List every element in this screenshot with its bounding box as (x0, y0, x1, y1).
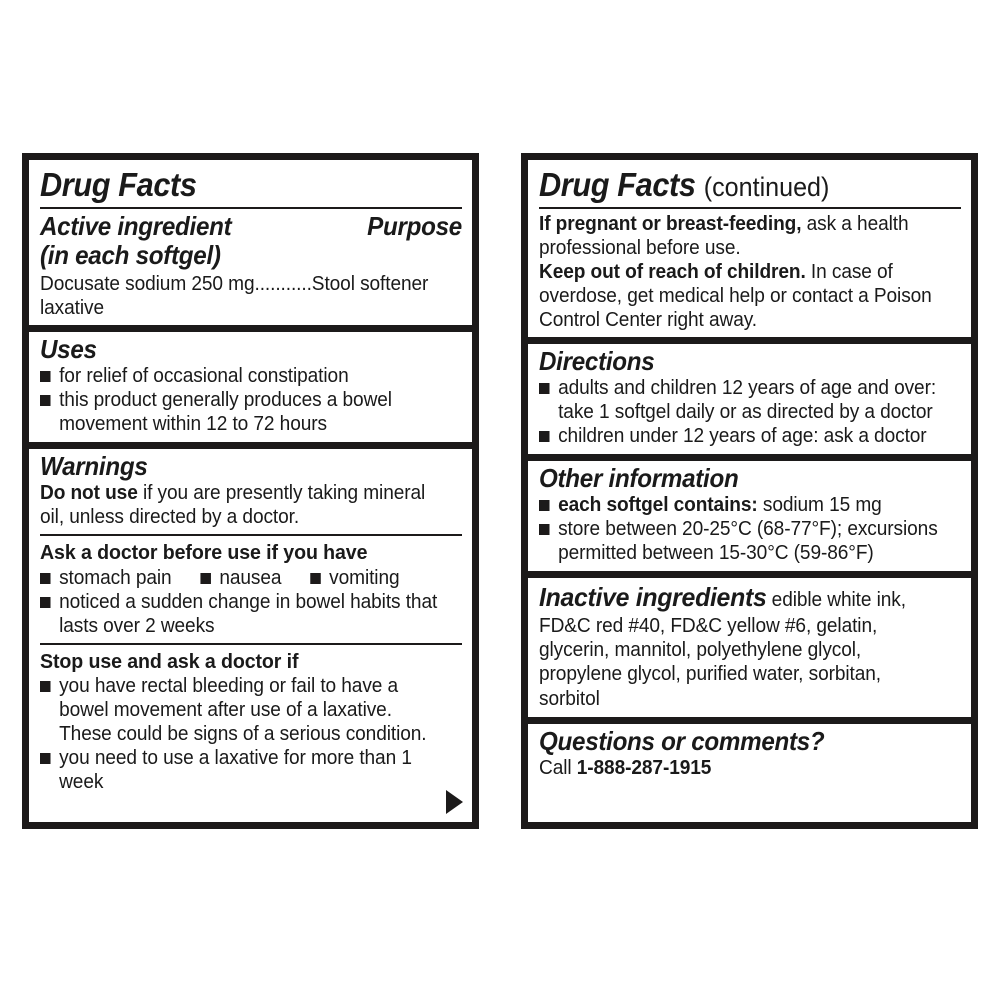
stop-use-heading: Stop use and ask a doctor if (40, 649, 299, 673)
uses-heading: Uses (40, 333, 97, 364)
page-title-suffix: (continued) (703, 172, 830, 202)
list-item: noticed a sudden change in bowel habits that lasts over 2 weeks (40, 590, 443, 638)
inactive-ingredients-heading: Inactive ingredients (539, 581, 767, 612)
children-bold: Keep out of reach of children. (539, 260, 806, 283)
other-information-section (528, 461, 971, 571)
do-not-use-bold: Do not use (40, 482, 138, 505)
children-rest: In case of overdose, get medical help or contact a Poison Control Center right away. (539, 260, 932, 331)
active-ingredient-heading: Active ingredient (40, 210, 232, 241)
questions-heading: Questions or comments? (539, 726, 825, 757)
questions-section (528, 724, 971, 785)
uses-bullet-list (40, 364, 462, 442)
ask-doctor-inline-bullets (40, 566, 443, 590)
active-ingredient-section (29, 212, 472, 325)
right-triangle-arrow-icon (446, 790, 463, 814)
list-item: vomiting (310, 566, 399, 590)
phone-number[interactable]: 1-888-287-1915 (576, 757, 712, 780)
stop-use-bullet-list (40, 674, 462, 794)
questions-call-line (539, 756, 942, 785)
warnings-divider-1 (40, 534, 462, 536)
list-item: adults and children 12 years of age and over: take 1 softgel daily or as directed by a doctor (539, 376, 942, 424)
panel-right-inner (528, 160, 971, 822)
drug-facts-panel-left (22, 153, 479, 829)
list-item: for relief of occasional constipation (40, 364, 443, 388)
purpose-heading: Purpose (367, 210, 462, 241)
title-divider (40, 207, 462, 209)
drug-facts-panel-right (521, 153, 978, 829)
list-item (539, 493, 942, 517)
directions-bullet-list (539, 376, 961, 454)
ask-doctor-bullet-list (40, 590, 462, 638)
list-item: children under 12 years of age: ask a doctor (539, 424, 942, 448)
panel-left-inner (29, 160, 472, 822)
warnings-section (29, 449, 472, 794)
each-softgel-rest: sodium 15 mg (757, 493, 882, 516)
page-title-continued (539, 160, 931, 205)
directions-section (528, 344, 971, 454)
do-not-use-text (40, 481, 443, 529)
section-divider-warnings (29, 442, 472, 449)
inactive-ingredients-section (528, 578, 971, 717)
pregnancy-warning-section (528, 212, 971, 337)
section-divider-other-information (528, 454, 971, 461)
section-divider-directions (528, 337, 971, 344)
section-divider-uses (29, 325, 472, 332)
pregnancy-bold: If pregnant or breast-feeding, (539, 212, 802, 235)
title-divider-right (539, 207, 961, 209)
warnings-heading: Warnings (40, 450, 148, 481)
inactive-ingredients-text (539, 578, 942, 717)
inactive-ingredients-list: edible white ink, FD&C red #40, FD&C yellow #6, gelatin, glycerin, mannitol, polyethylene glycol, propylene glycol, purified water, sorbitan, sorbitol (539, 588, 906, 710)
list-item: you need to use a laxative for more than 1 week (40, 746, 443, 794)
call-prefix: Call (539, 757, 577, 780)
uses-section (29, 332, 472, 442)
warnings-divider-2 (40, 643, 462, 645)
pregnancy-text (539, 212, 942, 260)
drug-facts-title-section (29, 160, 472, 205)
pregnancy-rest: ask a health professional before use. (539, 212, 909, 259)
page-title: Drug Facts (40, 166, 197, 203)
section-divider-inactive-ingredients (528, 571, 971, 578)
other-information-heading: Other information (539, 462, 739, 493)
other-information-bullet-list (539, 493, 961, 571)
list-item: nausea (200, 566, 281, 590)
list-item: store between 20-25°C (68-77°F); excursions permitted between 15-30°C (59-86°F) (539, 517, 942, 565)
list-item: you have rectal bleeding or fail to have a bowel movement after use of a laxative. These could be signs of a serious condition. (40, 674, 443, 746)
list-item: stomach pain (40, 566, 172, 590)
active-ingredient-heading-row (40, 212, 462, 241)
section-divider-questions (528, 717, 971, 724)
drug-facts-continued-title-section (528, 160, 971, 205)
page-title-text: Drug Facts (539, 166, 696, 203)
active-ingredient-subheading: (in each softgel) (40, 239, 221, 270)
do-not-use-rest: if you are presently taking mineral oil, unless directed by a doctor. (40, 482, 426, 529)
list-item: this product generally produces a bowel movement within 12 to 72 hours (40, 388, 443, 436)
children-text (539, 260, 942, 337)
each-softgel-bold: each softgel contains: (558, 493, 758, 516)
active-ingredient-entry: Docusate sodium 250 mg...........Stool softener laxative (40, 272, 429, 319)
ask-doctor-heading: Ask a doctor before use if you have (40, 541, 368, 565)
directions-heading: Directions (539, 345, 655, 376)
